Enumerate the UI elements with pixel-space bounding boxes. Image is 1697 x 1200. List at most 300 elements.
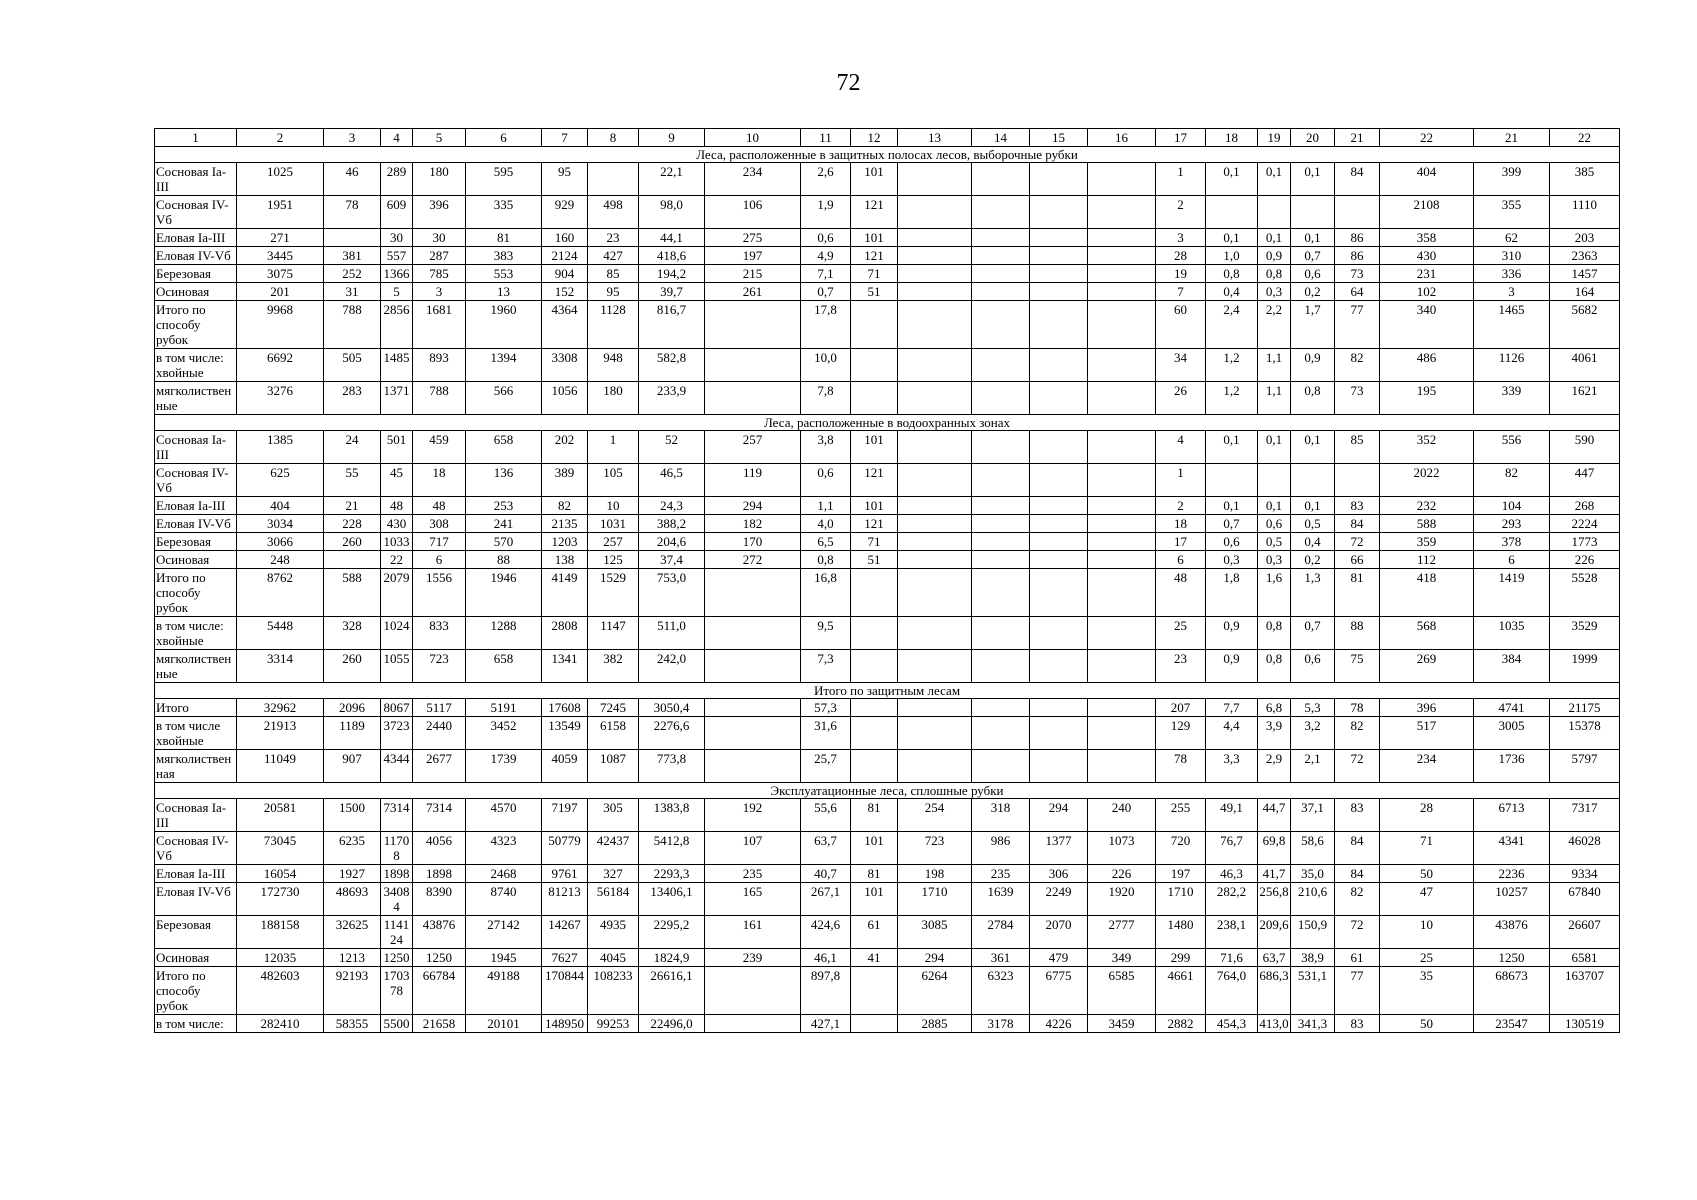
value-cell bbox=[898, 569, 972, 617]
value-cell: 170378 bbox=[381, 967, 413, 1015]
value-cell: 8740 bbox=[466, 883, 542, 916]
value-cell: 358 bbox=[1380, 229, 1474, 247]
value-cell: 72 bbox=[1335, 916, 1380, 949]
value-cell: 4 bbox=[1156, 431, 1206, 464]
value-cell: 0,2 bbox=[1291, 283, 1335, 301]
value-cell: 50779 bbox=[542, 832, 588, 865]
value-cell: 1 bbox=[588, 431, 639, 464]
value-cell: 3723 bbox=[381, 717, 413, 750]
value-cell bbox=[851, 617, 898, 650]
value-cell: 0,1 bbox=[1291, 497, 1335, 515]
value-cell: 71 bbox=[851, 265, 898, 283]
value-cell: 609 bbox=[381, 196, 413, 229]
value-cell: 2677 bbox=[413, 750, 466, 783]
value-cell: 1500 bbox=[324, 799, 381, 832]
page-number: 72 bbox=[836, 70, 861, 96]
value-cell: 55 bbox=[324, 464, 381, 497]
value-cell bbox=[972, 301, 1030, 349]
value-cell: 1031 bbox=[588, 515, 639, 533]
value-cell: 289 bbox=[381, 163, 413, 196]
value-cell: 418,6 bbox=[639, 247, 705, 265]
value-cell bbox=[1030, 699, 1088, 717]
value-cell: 7,1 bbox=[801, 265, 851, 283]
value-cell: 268 bbox=[1550, 497, 1620, 515]
value-cell: 35,0 bbox=[1291, 865, 1335, 883]
value-cell: 2856 bbox=[381, 301, 413, 349]
value-cell: 595 bbox=[466, 163, 542, 196]
column-number-cell: 4 bbox=[381, 129, 413, 147]
value-cell: 43876 bbox=[413, 916, 466, 949]
value-cell: 0,8 bbox=[1206, 265, 1258, 283]
value-cell: 4935 bbox=[588, 916, 639, 949]
value-cell: 4149 bbox=[542, 569, 588, 617]
value-cell: 10,0 bbox=[801, 349, 851, 382]
value-cell: 5500 bbox=[381, 1015, 413, 1033]
value-cell: 948 bbox=[588, 349, 639, 382]
value-cell: 717 bbox=[413, 533, 466, 551]
value-cell: 517 bbox=[1380, 717, 1474, 750]
value-cell: 588 bbox=[1380, 515, 1474, 533]
value-cell: 61 bbox=[1335, 949, 1380, 967]
column-number-cell: 22 bbox=[1380, 129, 1474, 147]
value-cell: 0,8 bbox=[801, 551, 851, 569]
table-row bbox=[155, 1015, 1620, 1033]
value-cell bbox=[1030, 497, 1088, 515]
table-row bbox=[155, 949, 1620, 967]
value-cell: 897,8 bbox=[801, 967, 851, 1015]
value-cell: 16,8 bbox=[801, 569, 851, 617]
column-number-cell: 10 bbox=[705, 129, 801, 147]
value-cell: 2468 bbox=[466, 865, 542, 883]
value-cell: 0,1 bbox=[1291, 163, 1335, 196]
value-cell: 267,1 bbox=[801, 883, 851, 916]
value-cell: 0,7 bbox=[801, 283, 851, 301]
value-cell: 0,4 bbox=[1291, 533, 1335, 551]
value-cell: 240 bbox=[1088, 799, 1156, 832]
value-cell: 2,1 bbox=[1291, 750, 1335, 783]
value-cell: 78 bbox=[1156, 750, 1206, 783]
value-cell: 2,4 bbox=[1206, 301, 1258, 349]
value-cell: 75 bbox=[1335, 650, 1380, 683]
value-cell: 101 bbox=[851, 832, 898, 865]
value-cell: 2236 bbox=[1474, 865, 1550, 883]
value-cell: 2276,6 bbox=[639, 717, 705, 750]
value-cell: 10 bbox=[1380, 916, 1474, 949]
value-cell bbox=[1030, 349, 1088, 382]
row-label-cell: Сосновая Ia-III bbox=[155, 163, 237, 196]
value-cell: 73045 bbox=[237, 832, 324, 865]
value-cell: 0,1 bbox=[1206, 163, 1258, 196]
value-cell: 318 bbox=[972, 799, 1030, 832]
row-label-cell: мягколиственные bbox=[155, 382, 237, 415]
value-cell: 255 bbox=[1156, 799, 1206, 832]
value-cell: 180 bbox=[588, 382, 639, 415]
value-cell: 501 bbox=[381, 431, 413, 464]
value-cell: 904 bbox=[542, 265, 588, 283]
value-cell bbox=[1088, 650, 1156, 683]
value-cell: 723 bbox=[898, 832, 972, 865]
value-cell: 505 bbox=[324, 349, 381, 382]
value-cell: 355 bbox=[1474, 196, 1550, 229]
value-cell: 0,9 bbox=[1206, 617, 1258, 650]
value-cell: 207 bbox=[1156, 699, 1206, 717]
value-cell: 260 bbox=[324, 650, 381, 683]
value-cell: 5682 bbox=[1550, 301, 1620, 349]
value-cell bbox=[972, 617, 1030, 650]
value-cell: 556 bbox=[1474, 431, 1550, 464]
value-cell: 46 bbox=[324, 163, 381, 196]
value-cell: 253 bbox=[466, 497, 542, 515]
value-cell: 0,1 bbox=[1291, 431, 1335, 464]
section-heading: Леса, расположенные в защитных полосах лесов, выборочные рубки bbox=[155, 147, 1620, 163]
table-row bbox=[155, 699, 1620, 717]
value-cell: 51 bbox=[851, 551, 898, 569]
value-cell: 3452 bbox=[466, 717, 542, 750]
value-cell: 85 bbox=[588, 265, 639, 283]
value-cell: 22,1 bbox=[639, 163, 705, 196]
value-cell: 6323 bbox=[972, 967, 1030, 1015]
forest-harvest-table bbox=[154, 128, 1620, 1033]
value-cell: 71 bbox=[851, 533, 898, 551]
value-cell bbox=[1030, 533, 1088, 551]
value-cell: 5412,8 bbox=[639, 832, 705, 865]
value-cell: 48 bbox=[413, 497, 466, 515]
value-cell: 148950 bbox=[542, 1015, 588, 1033]
value-cell: 1,9 bbox=[801, 196, 851, 229]
value-cell: 1529 bbox=[588, 569, 639, 617]
value-cell: 81 bbox=[466, 229, 542, 247]
value-cell: 83 bbox=[1335, 799, 1380, 832]
value-cell bbox=[705, 569, 801, 617]
value-cell bbox=[898, 650, 972, 683]
value-cell bbox=[972, 515, 1030, 533]
value-cell: 1341 bbox=[542, 650, 588, 683]
column-number-cell: 22 bbox=[1550, 129, 1620, 147]
value-cell: 1,1 bbox=[1258, 349, 1291, 382]
value-cell: 3445 bbox=[237, 247, 324, 265]
value-cell: 0,1 bbox=[1258, 497, 1291, 515]
value-cell: 1621 bbox=[1550, 382, 1620, 415]
value-cell: 5,3 bbox=[1291, 699, 1335, 717]
column-number-cell: 12 bbox=[851, 129, 898, 147]
value-cell bbox=[705, 301, 801, 349]
value-cell: 305 bbox=[588, 799, 639, 832]
value-cell: 430 bbox=[381, 515, 413, 533]
value-cell: 77 bbox=[1335, 301, 1380, 349]
value-cell: 5117 bbox=[413, 699, 466, 717]
value-cell: 1383,8 bbox=[639, 799, 705, 832]
value-cell: 7197 bbox=[542, 799, 588, 832]
value-cell: 98,0 bbox=[639, 196, 705, 229]
value-cell: 195 bbox=[1380, 382, 1474, 415]
value-cell bbox=[1206, 196, 1258, 229]
value-cell: 43876 bbox=[1474, 916, 1550, 949]
value-cell: 1035 bbox=[1474, 617, 1550, 650]
value-cell: 50 bbox=[1380, 1015, 1474, 1033]
table-row bbox=[155, 883, 1620, 916]
value-cell: 382 bbox=[588, 650, 639, 683]
value-cell: 498 bbox=[588, 196, 639, 229]
value-cell: 8067 bbox=[381, 699, 413, 717]
value-cell bbox=[898, 464, 972, 497]
value-cell: 5448 bbox=[237, 617, 324, 650]
value-cell: 5528 bbox=[1550, 569, 1620, 617]
value-cell: 396 bbox=[413, 196, 466, 229]
row-label-cell: мягколиственные bbox=[155, 650, 237, 683]
value-cell: 388,2 bbox=[639, 515, 705, 533]
row-label-cell: Осиновая bbox=[155, 283, 237, 301]
value-cell: 275 bbox=[705, 229, 801, 247]
column-number-cell: 13 bbox=[898, 129, 972, 147]
column-number-cell: 20 bbox=[1291, 129, 1335, 147]
value-cell bbox=[898, 382, 972, 415]
value-cell: 21913 bbox=[237, 717, 324, 750]
value-cell: 84 bbox=[1335, 832, 1380, 865]
value-cell: 101 bbox=[851, 431, 898, 464]
value-cell bbox=[972, 196, 1030, 229]
value-cell: 0,9 bbox=[1206, 650, 1258, 683]
value-cell: 361 bbox=[972, 949, 1030, 967]
value-cell bbox=[1088, 464, 1156, 497]
value-cell: 389 bbox=[542, 464, 588, 497]
value-cell: 1681 bbox=[413, 301, 466, 349]
value-cell: 0,6 bbox=[801, 229, 851, 247]
value-cell bbox=[972, 349, 1030, 382]
value-cell: 482603 bbox=[237, 967, 324, 1015]
value-cell: 226 bbox=[1088, 865, 1156, 883]
value-cell bbox=[898, 163, 972, 196]
value-cell: 13 bbox=[466, 283, 542, 301]
value-cell: 1898 bbox=[413, 865, 466, 883]
value-cell: 1147 bbox=[588, 617, 639, 650]
value-cell: 833 bbox=[413, 617, 466, 650]
value-cell: 56184 bbox=[588, 883, 639, 916]
value-cell bbox=[705, 717, 801, 750]
value-cell: 3075 bbox=[237, 265, 324, 283]
value-cell: 38,9 bbox=[1291, 949, 1335, 967]
value-cell: 0,9 bbox=[1291, 349, 1335, 382]
value-cell bbox=[972, 283, 1030, 301]
value-cell bbox=[972, 717, 1030, 750]
value-cell: 88 bbox=[466, 551, 542, 569]
value-cell: 12035 bbox=[237, 949, 324, 967]
value-cell bbox=[1088, 699, 1156, 717]
value-cell bbox=[898, 283, 972, 301]
value-cell: 6692 bbox=[237, 349, 324, 382]
value-cell: 20101 bbox=[466, 1015, 542, 1033]
value-cell: 1,1 bbox=[801, 497, 851, 515]
value-cell: 13549 bbox=[542, 717, 588, 750]
value-cell: 582,8 bbox=[639, 349, 705, 382]
value-cell: 119 bbox=[705, 464, 801, 497]
value-cell: 24,3 bbox=[639, 497, 705, 515]
value-cell: 48 bbox=[1156, 569, 1206, 617]
value-cell bbox=[705, 349, 801, 382]
value-cell: 215 bbox=[705, 265, 801, 283]
value-cell: 83 bbox=[1335, 1015, 1380, 1033]
value-cell: 553 bbox=[466, 265, 542, 283]
value-cell: 129 bbox=[1156, 717, 1206, 750]
value-cell bbox=[898, 301, 972, 349]
column-number-cell: 6 bbox=[466, 129, 542, 147]
table-row bbox=[155, 617, 1620, 650]
value-cell bbox=[1030, 247, 1088, 265]
value-cell: 77 bbox=[1335, 967, 1380, 1015]
value-cell: 17 bbox=[1156, 533, 1206, 551]
value-cell: 7,3 bbox=[801, 650, 851, 683]
value-cell: 105 bbox=[588, 464, 639, 497]
value-cell: 63,7 bbox=[801, 832, 851, 865]
value-cell: 202 bbox=[542, 431, 588, 464]
value-cell bbox=[851, 382, 898, 415]
value-cell: 0,6 bbox=[1291, 265, 1335, 283]
value-cell: 8390 bbox=[413, 883, 466, 916]
value-cell: 121 bbox=[851, 196, 898, 229]
table-row bbox=[155, 569, 1620, 617]
row-label-cell: Березовая bbox=[155, 916, 237, 949]
value-cell: 3,2 bbox=[1291, 717, 1335, 750]
value-cell: 0,1 bbox=[1258, 431, 1291, 464]
value-cell: 2440 bbox=[413, 717, 466, 750]
value-cell bbox=[1030, 265, 1088, 283]
value-cell: 32625 bbox=[324, 916, 381, 949]
value-cell: 66 bbox=[1335, 551, 1380, 569]
value-cell: 341,3 bbox=[1291, 1015, 1335, 1033]
row-label-cell: мягколиственная bbox=[155, 750, 237, 783]
value-cell: 816,7 bbox=[639, 301, 705, 349]
value-cell: 16054 bbox=[237, 865, 324, 883]
value-cell: 24 bbox=[324, 431, 381, 464]
value-cell: 226 bbox=[1550, 551, 1620, 569]
value-cell: 1,0 bbox=[1206, 247, 1258, 265]
value-cell: 23 bbox=[588, 229, 639, 247]
value-cell: 170 bbox=[705, 533, 801, 551]
value-cell: 67840 bbox=[1550, 883, 1620, 916]
value-cell: 588 bbox=[324, 569, 381, 617]
value-cell: 3005 bbox=[1474, 717, 1550, 750]
value-cell bbox=[1088, 551, 1156, 569]
value-cell: 271 bbox=[237, 229, 324, 247]
value-cell: 125 bbox=[588, 551, 639, 569]
value-cell: 1,6 bbox=[1258, 569, 1291, 617]
value-cell: 788 bbox=[413, 382, 466, 415]
value-cell: 4570 bbox=[466, 799, 542, 832]
value-cell bbox=[851, 1015, 898, 1033]
value-cell: 5797 bbox=[1550, 750, 1620, 783]
value-cell: 84 bbox=[1335, 865, 1380, 883]
value-cell: 3276 bbox=[237, 382, 324, 415]
value-cell: 252 bbox=[324, 265, 381, 283]
column-number-cell: 17 bbox=[1156, 129, 1206, 147]
value-cell: 239 bbox=[705, 949, 801, 967]
value-cell: 1710 bbox=[1156, 883, 1206, 916]
value-cell bbox=[1088, 301, 1156, 349]
value-cell: 385 bbox=[1550, 163, 1620, 196]
value-cell bbox=[1088, 431, 1156, 464]
value-cell: 180 bbox=[413, 163, 466, 196]
column-number-cell: 19 bbox=[1258, 129, 1291, 147]
table-row bbox=[155, 533, 1620, 551]
value-cell: 1366 bbox=[381, 265, 413, 283]
value-cell bbox=[972, 265, 1030, 283]
value-cell: 0,3 bbox=[1258, 551, 1291, 569]
value-cell: 6713 bbox=[1474, 799, 1550, 832]
value-cell: 161 bbox=[705, 916, 801, 949]
value-cell: 1 bbox=[1156, 163, 1206, 196]
value-cell: 1371 bbox=[381, 382, 413, 415]
value-cell: 2249 bbox=[1030, 883, 1088, 916]
value-cell: 299 bbox=[1156, 949, 1206, 967]
row-label-cell: Еловая IV-Vб bbox=[155, 247, 237, 265]
value-cell bbox=[1088, 163, 1156, 196]
value-cell: 82 bbox=[542, 497, 588, 515]
value-cell: 2293,3 bbox=[639, 865, 705, 883]
value-cell bbox=[972, 551, 1030, 569]
row-label-cell: Сосновая Ia-III bbox=[155, 799, 237, 832]
value-cell: 152 bbox=[542, 283, 588, 301]
value-cell bbox=[1258, 464, 1291, 497]
value-cell: 112 bbox=[1380, 551, 1474, 569]
value-cell bbox=[1030, 515, 1088, 533]
value-cell: 256,8 bbox=[1258, 883, 1291, 916]
value-cell: 4661 bbox=[1156, 967, 1206, 1015]
value-cell: 893 bbox=[413, 349, 466, 382]
table-row bbox=[155, 750, 1620, 783]
value-cell: 2,9 bbox=[1258, 750, 1291, 783]
value-cell: 723 bbox=[413, 650, 466, 683]
value-cell: 1,2 bbox=[1206, 382, 1258, 415]
value-cell bbox=[1258, 196, 1291, 229]
value-cell bbox=[1088, 349, 1156, 382]
value-cell: 47 bbox=[1380, 883, 1474, 916]
value-cell bbox=[851, 717, 898, 750]
value-cell: 46,3 bbox=[1206, 865, 1258, 883]
value-cell bbox=[705, 617, 801, 650]
value-cell: 293 bbox=[1474, 515, 1550, 533]
value-cell: 34084 bbox=[381, 883, 413, 916]
row-label-cell: Сосновая IV-Vб bbox=[155, 464, 237, 497]
value-cell: 49,1 bbox=[1206, 799, 1258, 832]
value-cell: 4226 bbox=[1030, 1015, 1088, 1033]
value-cell: 9968 bbox=[237, 301, 324, 349]
value-cell: 3050,4 bbox=[639, 699, 705, 717]
value-cell: 283 bbox=[324, 382, 381, 415]
value-cell: 686,3 bbox=[1258, 967, 1291, 1015]
value-cell: 192 bbox=[705, 799, 801, 832]
value-cell bbox=[972, 650, 1030, 683]
table-row bbox=[155, 464, 1620, 497]
value-cell: 25 bbox=[1156, 617, 1206, 650]
value-cell: 287 bbox=[413, 247, 466, 265]
table-row bbox=[155, 497, 1620, 515]
column-number-cell: 1 bbox=[155, 129, 237, 147]
value-cell bbox=[851, 569, 898, 617]
value-cell: 2224 bbox=[1550, 515, 1620, 533]
value-cell: 30 bbox=[413, 229, 466, 247]
value-cell: 6775 bbox=[1030, 967, 1088, 1015]
column-number-cell: 21 bbox=[1335, 129, 1380, 147]
value-cell: 310 bbox=[1474, 247, 1550, 265]
value-cell bbox=[972, 699, 1030, 717]
value-cell: 201 bbox=[237, 283, 324, 301]
table-row bbox=[155, 865, 1620, 883]
value-cell: 0,7 bbox=[1291, 247, 1335, 265]
value-cell bbox=[1088, 497, 1156, 515]
value-cell: 907 bbox=[324, 750, 381, 783]
value-cell: 1033 bbox=[381, 533, 413, 551]
row-label-cell: Сосновая IV-Vб bbox=[155, 832, 237, 865]
value-cell: 1394 bbox=[466, 349, 542, 382]
